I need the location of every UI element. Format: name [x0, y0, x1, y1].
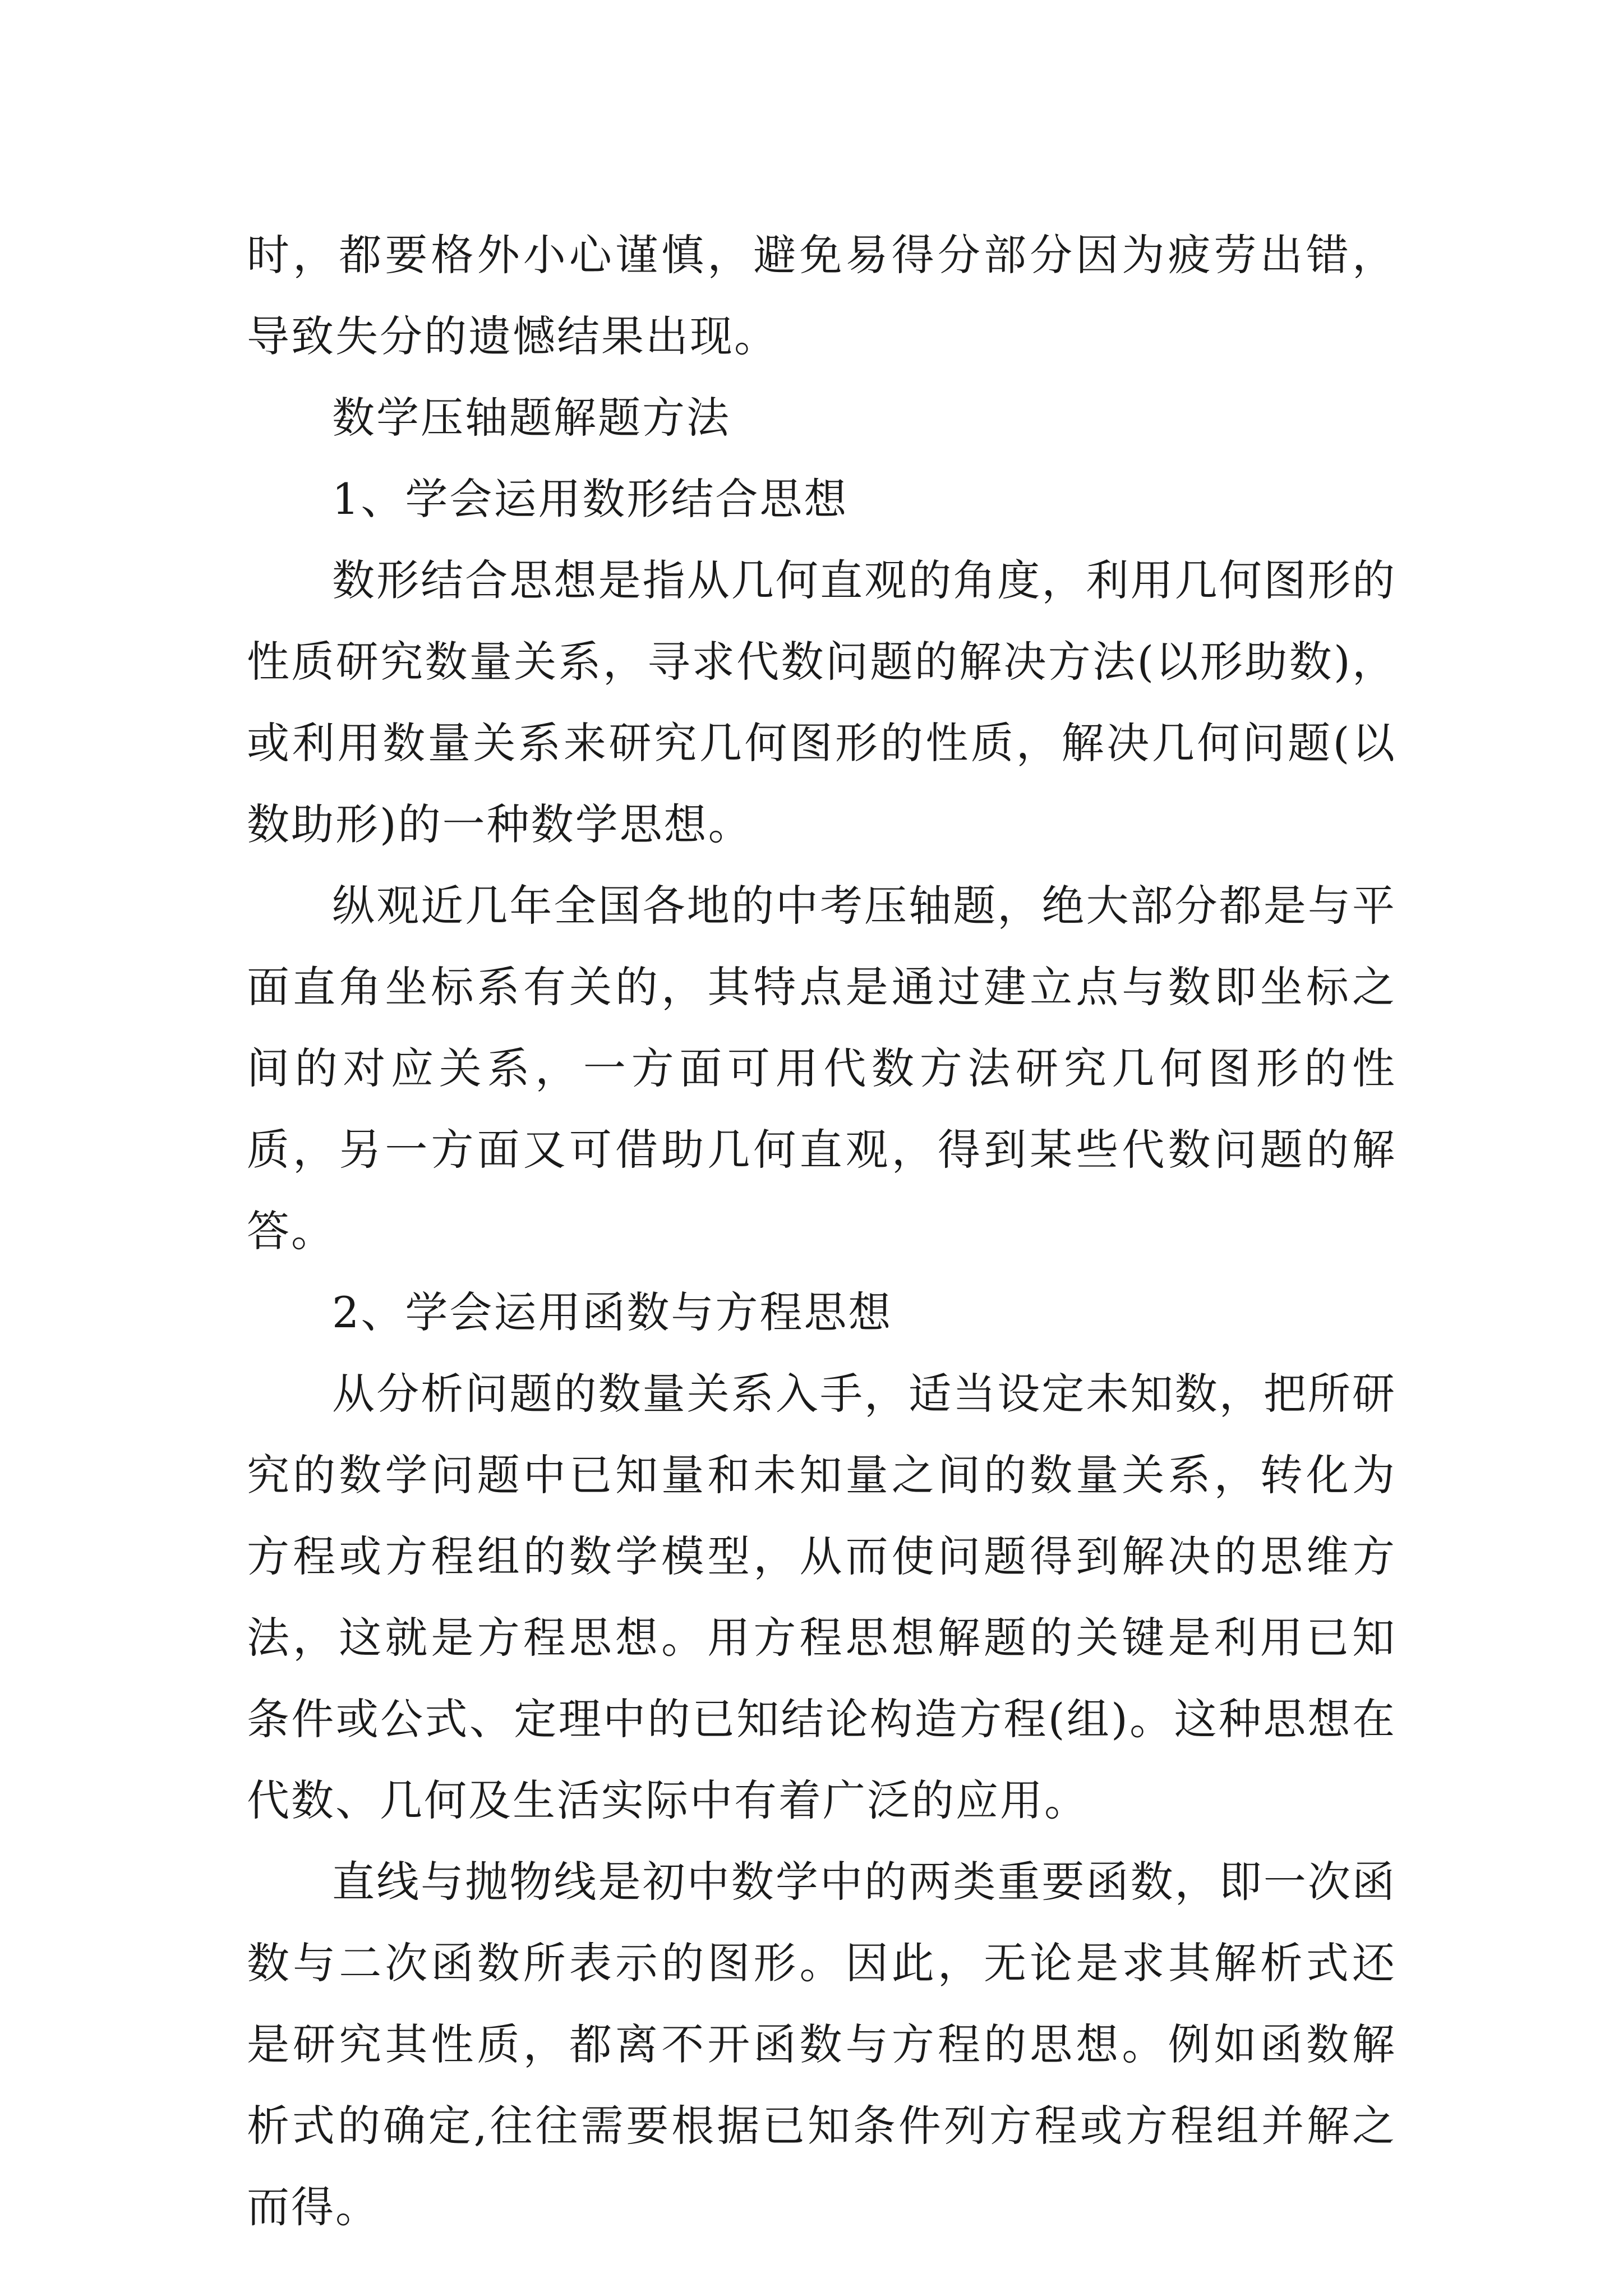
paragraph-continuation: 时，都要格外小心谨慎，避免易得分部分因为疲劳出错，导致失分的遗憾结果出现。: [247, 230, 1396, 361]
paragraph: 数形结合思想是指从几何直观的角度，利用几何图形的性质研究数量关系，寻求代数问题的解决方法(以形助数)，或利用数量关系来研究几何图形的性质，解决几何问题(以数助形)的一种数学思想。: [247, 555, 1396, 849]
subheading-2: 2、学会运用函数与方程思想: [332, 1287, 893, 1337]
paragraph: 纵观近几年全国各地的中考压轴题，绝大部分都是与平面直角坐标系有关的，其特点是通过建立点与数即坐标之间的对应关系，一方面可用代数方法研究几何图形的性质，另一方面又可借助几何直观，得到某些代数问题的解答。: [247, 881, 1396, 1256]
section-heading: 数学压轴题解题方法: [332, 393, 731, 443]
subheading-1: 1、学会运用数形结合思想: [332, 474, 849, 524]
paragraph: 直线与抛物线是初中数学中的两类重要函数，即一次函数与二次函数所表示的图形。因此，无论是求其解析式还是研究其性质，都离不开函数与方程的思想。例如函数解析式的确定,往往需要根据已知条件列方程或方程组并解之而得。: [247, 1857, 1396, 2232]
document-body: [247, 214, 1396, 2248]
paragraph: 从分析问题的数量关系入手，适当设定未知数，把所研究的数学问题中已知量和未知量之间的数量关系，转化为方程或方程组的数学模型，从而使问题得到解决的思维方法，这就是方程思想。用方程思想解题的关键是利用已知条件或公式、定理中的已知结论构造方程(组)。这种思想在代数、几何及生活实际中有着广泛的应用。: [247, 1369, 1396, 1825]
